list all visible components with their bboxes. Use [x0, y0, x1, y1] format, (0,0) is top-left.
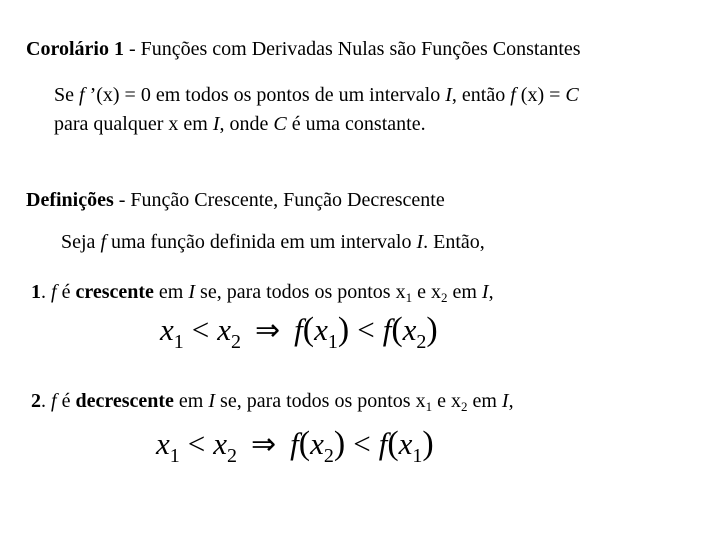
subscript: 1 — [405, 290, 413, 305]
text: uma função definida em um intervalo — [106, 231, 417, 253]
item-1-statement — [31, 280, 494, 304]
subscript: 1 — [425, 399, 433, 414]
math-x: x — [314, 312, 328, 347]
text: , — [508, 390, 514, 412]
less-than: < — [357, 312, 375, 347]
text: e x — [432, 390, 461, 412]
corollary-subtitle: - Funções com Derivadas Nulas são Funções Constantes — [123, 38, 581, 60]
less-than: < — [191, 312, 210, 347]
math-f: f — [51, 390, 57, 412]
math-f: f — [382, 312, 392, 347]
subscript: 2 — [227, 445, 238, 467]
paren: ( — [298, 425, 311, 462]
math-x: x — [160, 312, 174, 347]
subscript: 2 — [440, 290, 448, 305]
formula-crescente — [160, 310, 438, 351]
text: em — [173, 390, 209, 412]
text: em — [447, 281, 482, 303]
subscript: 1 — [173, 331, 184, 353]
text: , onde — [219, 113, 274, 135]
math-C: C — [565, 84, 579, 106]
math-I: I — [208, 390, 216, 412]
implies-arrow: ⇒ — [255, 314, 281, 347]
subscript: 1 — [169, 445, 180, 467]
implies-arrow: ⇒ — [251, 428, 277, 461]
item-number: 2 — [31, 390, 41, 412]
math-x: x — [156, 426, 170, 461]
paren: ) — [426, 311, 438, 348]
item-number: 1 — [31, 281, 41, 303]
paren: ) — [422, 425, 434, 462]
definitions-subtitle: - Função Crescente, Função Decrescente — [113, 189, 445, 211]
text: para qualquer x em — [54, 113, 213, 135]
text: ’(x) = 0 em todos os pontos de um intervalo — [84, 84, 446, 106]
definitions-heading — [26, 188, 445, 212]
definitions-title: Definições — [26, 189, 114, 211]
text: . — [41, 281, 51, 303]
term-crescente: crescente — [75, 281, 154, 303]
text: , — [488, 281, 494, 303]
text: Seja — [61, 231, 101, 253]
corollary-line-2 — [54, 112, 426, 136]
math-f: f — [79, 84, 85, 106]
math-f: f — [100, 231, 106, 253]
text: (x) = — [515, 84, 566, 106]
paren: ( — [391, 311, 403, 348]
math-f: f — [294, 312, 303, 347]
text: . — [41, 390, 51, 412]
text: em — [467, 390, 502, 412]
subscript: 2 — [323, 445, 334, 467]
math-f: f — [51, 281, 57, 303]
math-I: I — [416, 231, 424, 253]
text: , então — [451, 84, 511, 106]
math-x: x — [310, 426, 324, 461]
paren: ) — [333, 425, 346, 462]
text: é — [56, 281, 76, 303]
paren: ( — [302, 311, 315, 348]
corollary-heading — [26, 37, 581, 61]
less-than: < — [353, 426, 371, 461]
math-I: I — [445, 84, 452, 106]
math-f: f — [510, 84, 516, 106]
item-2-statement — [31, 389, 514, 413]
text: é uma constante. — [286, 113, 426, 135]
subscript: 2 — [416, 331, 427, 353]
math-I: I — [188, 281, 196, 303]
text: é — [56, 390, 76, 412]
text: Se — [54, 84, 79, 106]
subscript: 1 — [412, 445, 423, 467]
corollary-title: Corolário 1 — [26, 38, 124, 60]
definitions-intro — [61, 230, 485, 254]
corollary-line-1 — [54, 83, 579, 107]
subscript: 1 — [327, 331, 338, 353]
formula-decrescente — [156, 424, 434, 465]
text: se, para todos os pontos x — [215, 390, 426, 412]
text: . Então, — [423, 231, 485, 253]
math-I: I — [481, 281, 489, 303]
less-than: < — [187, 426, 206, 461]
paren: ( — [387, 425, 399, 462]
math-f: f — [378, 426, 388, 461]
math-x: x — [398, 426, 413, 461]
math-I: I — [212, 113, 220, 135]
math-C: C — [273, 113, 287, 135]
math-x: x — [402, 312, 417, 347]
subscript: 2 — [460, 399, 468, 414]
text: e x — [412, 281, 441, 303]
text: se, para todos os pontos x — [195, 281, 406, 303]
paren: ) — [337, 311, 350, 348]
term-decrescente: decrescente — [75, 390, 174, 412]
math-x: x — [213, 426, 228, 461]
text: em — [153, 281, 189, 303]
math-x: x — [217, 312, 232, 347]
math-f: f — [290, 426, 299, 461]
subscript: 2 — [231, 331, 242, 353]
math-I: I — [501, 390, 509, 412]
